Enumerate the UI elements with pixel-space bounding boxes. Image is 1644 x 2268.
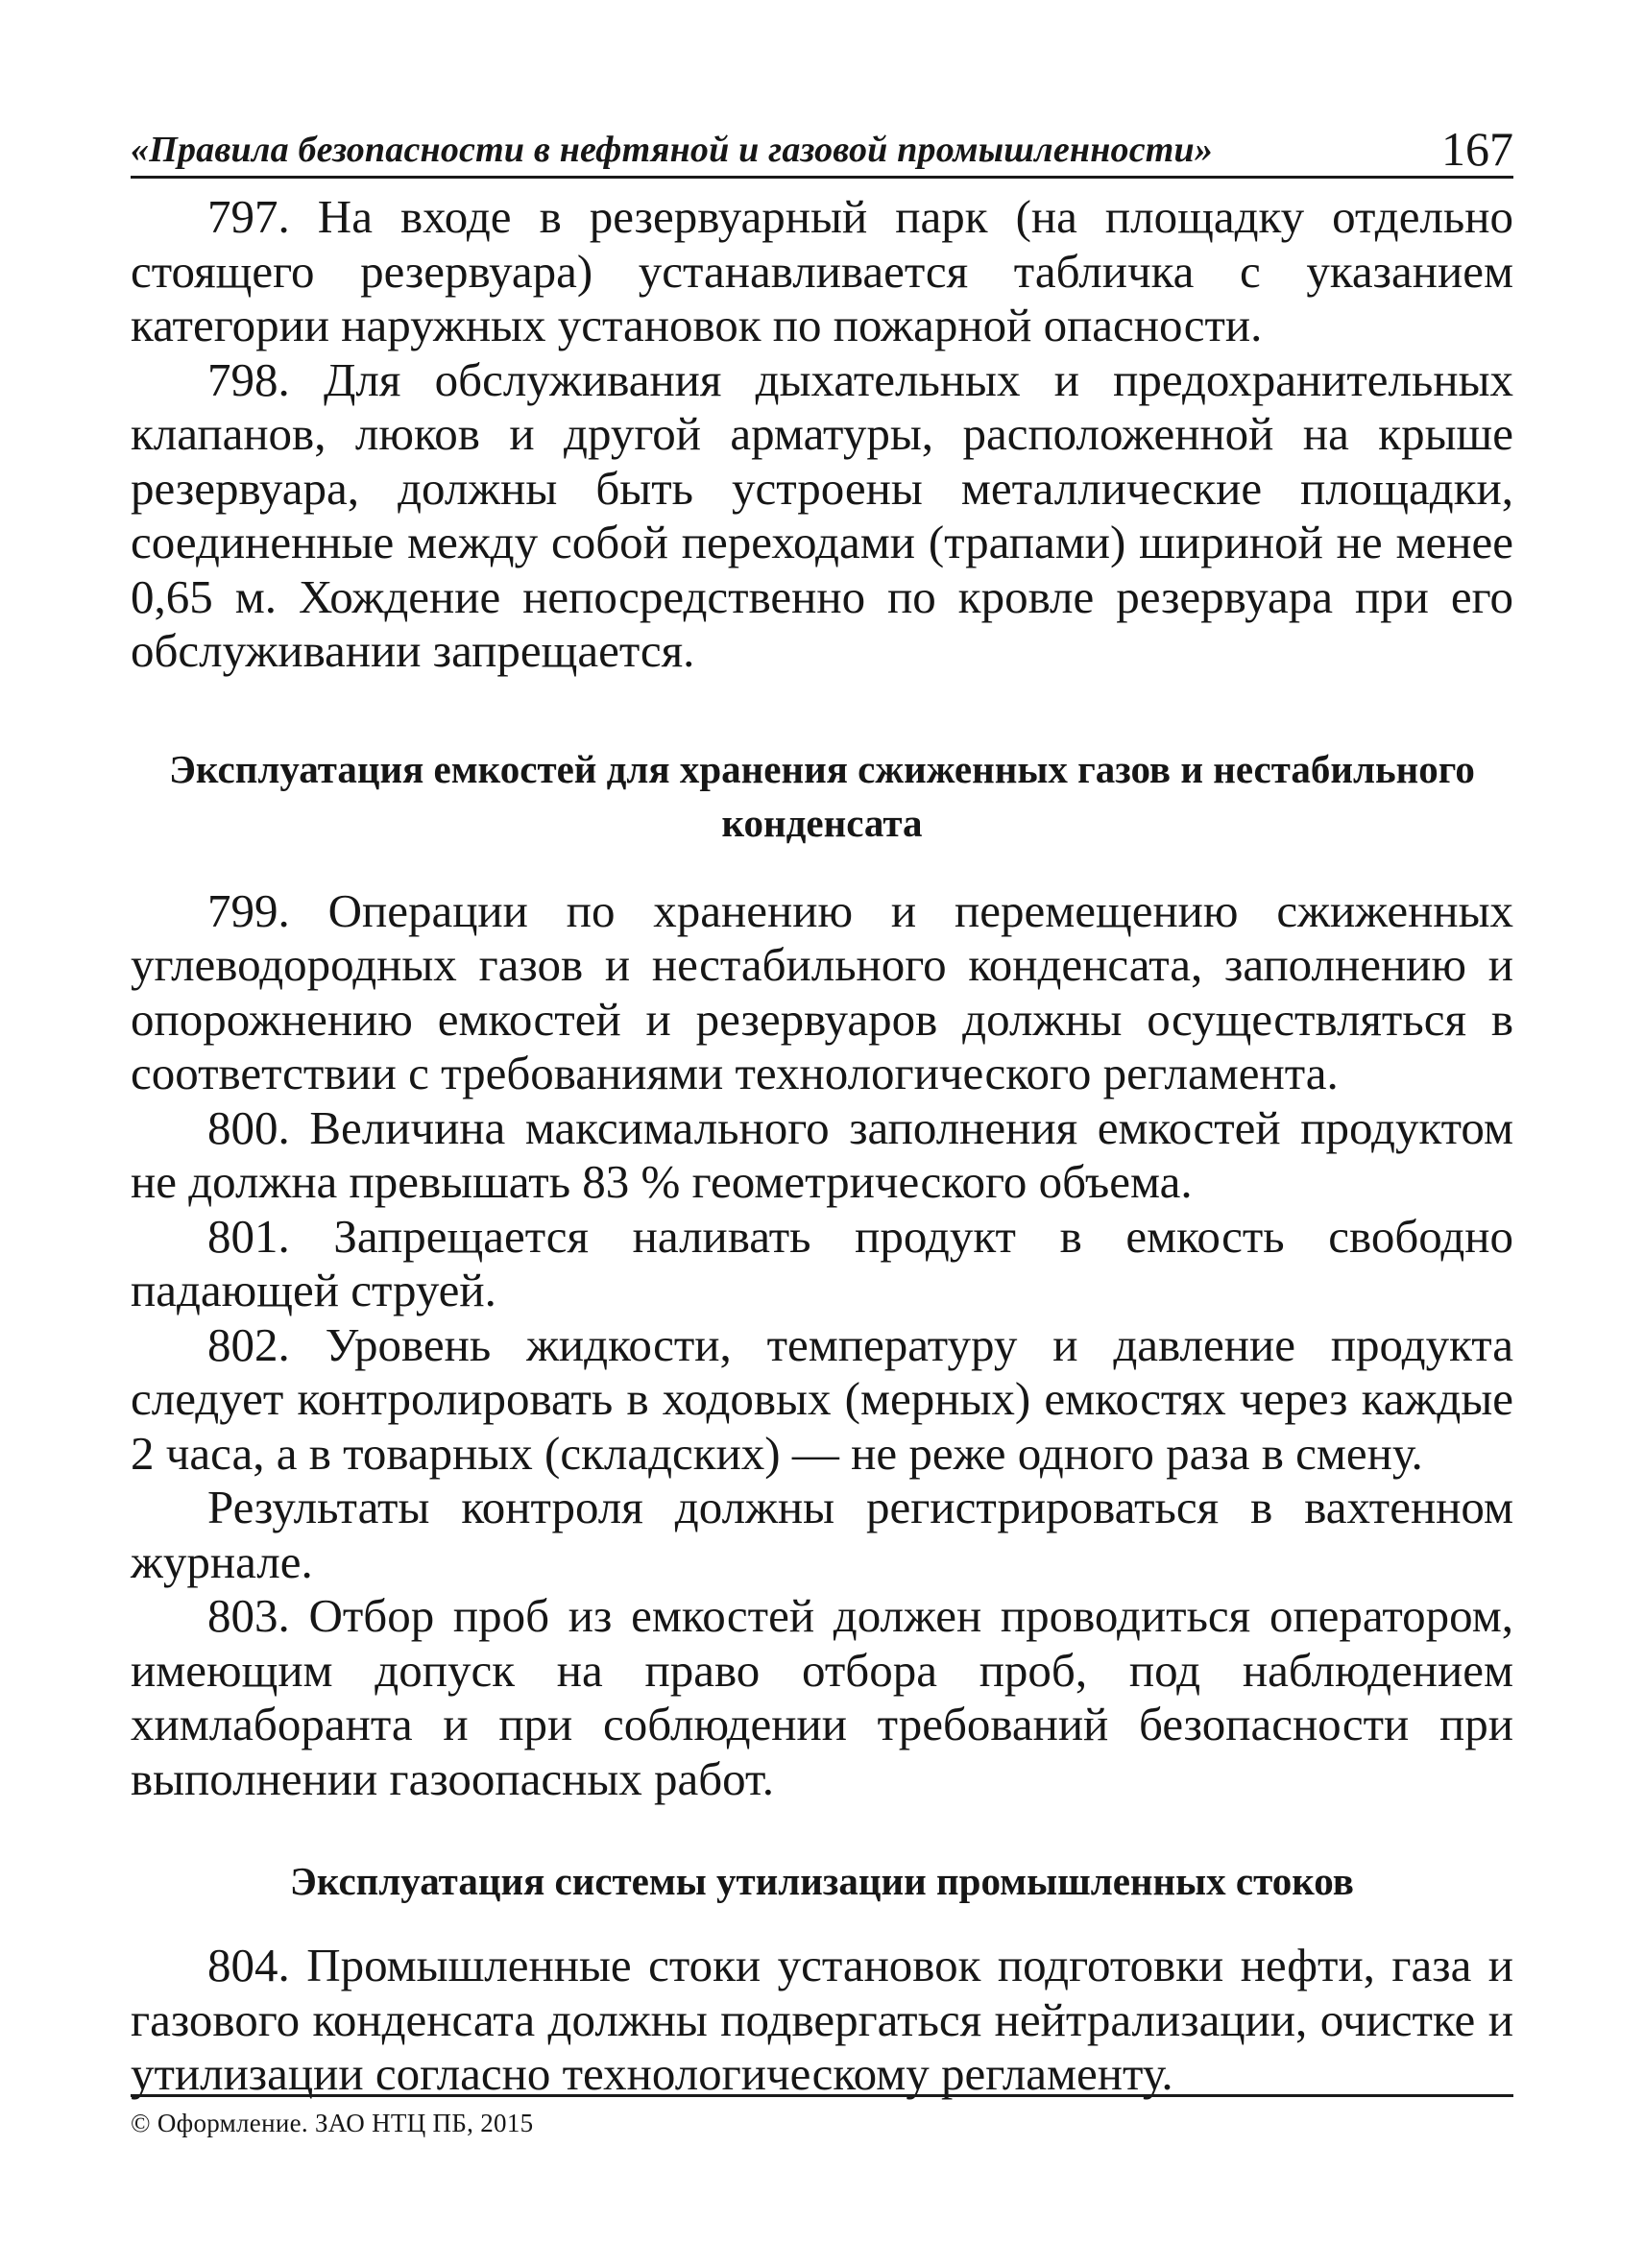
section-heading-liquefied-gas-storage: Эксплуатация емкостей для хранения сжиженных газов и нестабильного конденсата [169, 746, 1475, 845]
paragraph-803: 803. Отбор проб из емкостей должен проводиться оператором, имеющим допуск на право отбора проб, под наблюдением химлаборанта и при соблюдении требований безопасности при выполнении газоопасных работ. [131, 1589, 1513, 1805]
running-title: «Правила безопасности в нефтяной и газовой промышленности» [131, 130, 1214, 170]
paragraph-802-continuation: Результаты контроля должны регистрироваться в вахтенном журнале. [131, 1481, 1513, 1588]
paragraph-802: 802. Уровень жидкости, температуру и давление продукта следует контролировать в ходовых (мерных) емкостях через каждые 2 часа, а в товарных (складских) — не реже одного раза в смену. [131, 1317, 1513, 1480]
footer-copyright: © Оформление. ЗАО НТЦ ПБ, 2015 [131, 2109, 534, 2137]
body-text [131, 190, 1513, 2102]
page-number: 167 [1441, 122, 1513, 176]
running-header [131, 123, 1513, 179]
section-heading-industrial-wastewater: Эксплуатация системы утилизации промышленных стоков [290, 1859, 1354, 1903]
paragraph-798: 798. Для обслуживания дыхательных и предохранительных клапанов, люков и другой арматуры, расположенной на крыше резервуара, должны быть устроены металлические площадки, соединенные между собой переходами (трапами) шириной не менее 0,65 м. Хождение непосредственно по кровле резервуара при его обслуживании запрещается. [131, 352, 1513, 677]
paragraph-801: 801. Запрещается наливать продукт в емкость свободно падающей струей. [131, 1209, 1513, 1316]
paragraph-799: 799. Операции по хранению и перемещению сжиженных углеводородных газов и нестабильного конденсата, заполнению и опорожнению емкостей и резервуаров должны осуществляться в соответствии с требованиями технологического регламента. [131, 883, 1513, 1099]
paragraph-800: 800. Величина максимального заполнения емкостей продуктом не должна превышать 83 % геометрического объема. [131, 1100, 1513, 1208]
footer-divider [131, 2094, 1513, 2097]
paragraph-804: 804. Промышленные стоки установок подготовки нефти, газа и газового конденсата должны подвергаться нейтрализации, очистке и утилизации согласно технологическому регламенту. [131, 1939, 1513, 2100]
paragraph-797: 797. На входе в резервуарный парк (на площадку отдельно стоящего резервуара) устанавливается табличка с указанием категории наружных установок по пожарной опасности. [131, 190, 1513, 351]
